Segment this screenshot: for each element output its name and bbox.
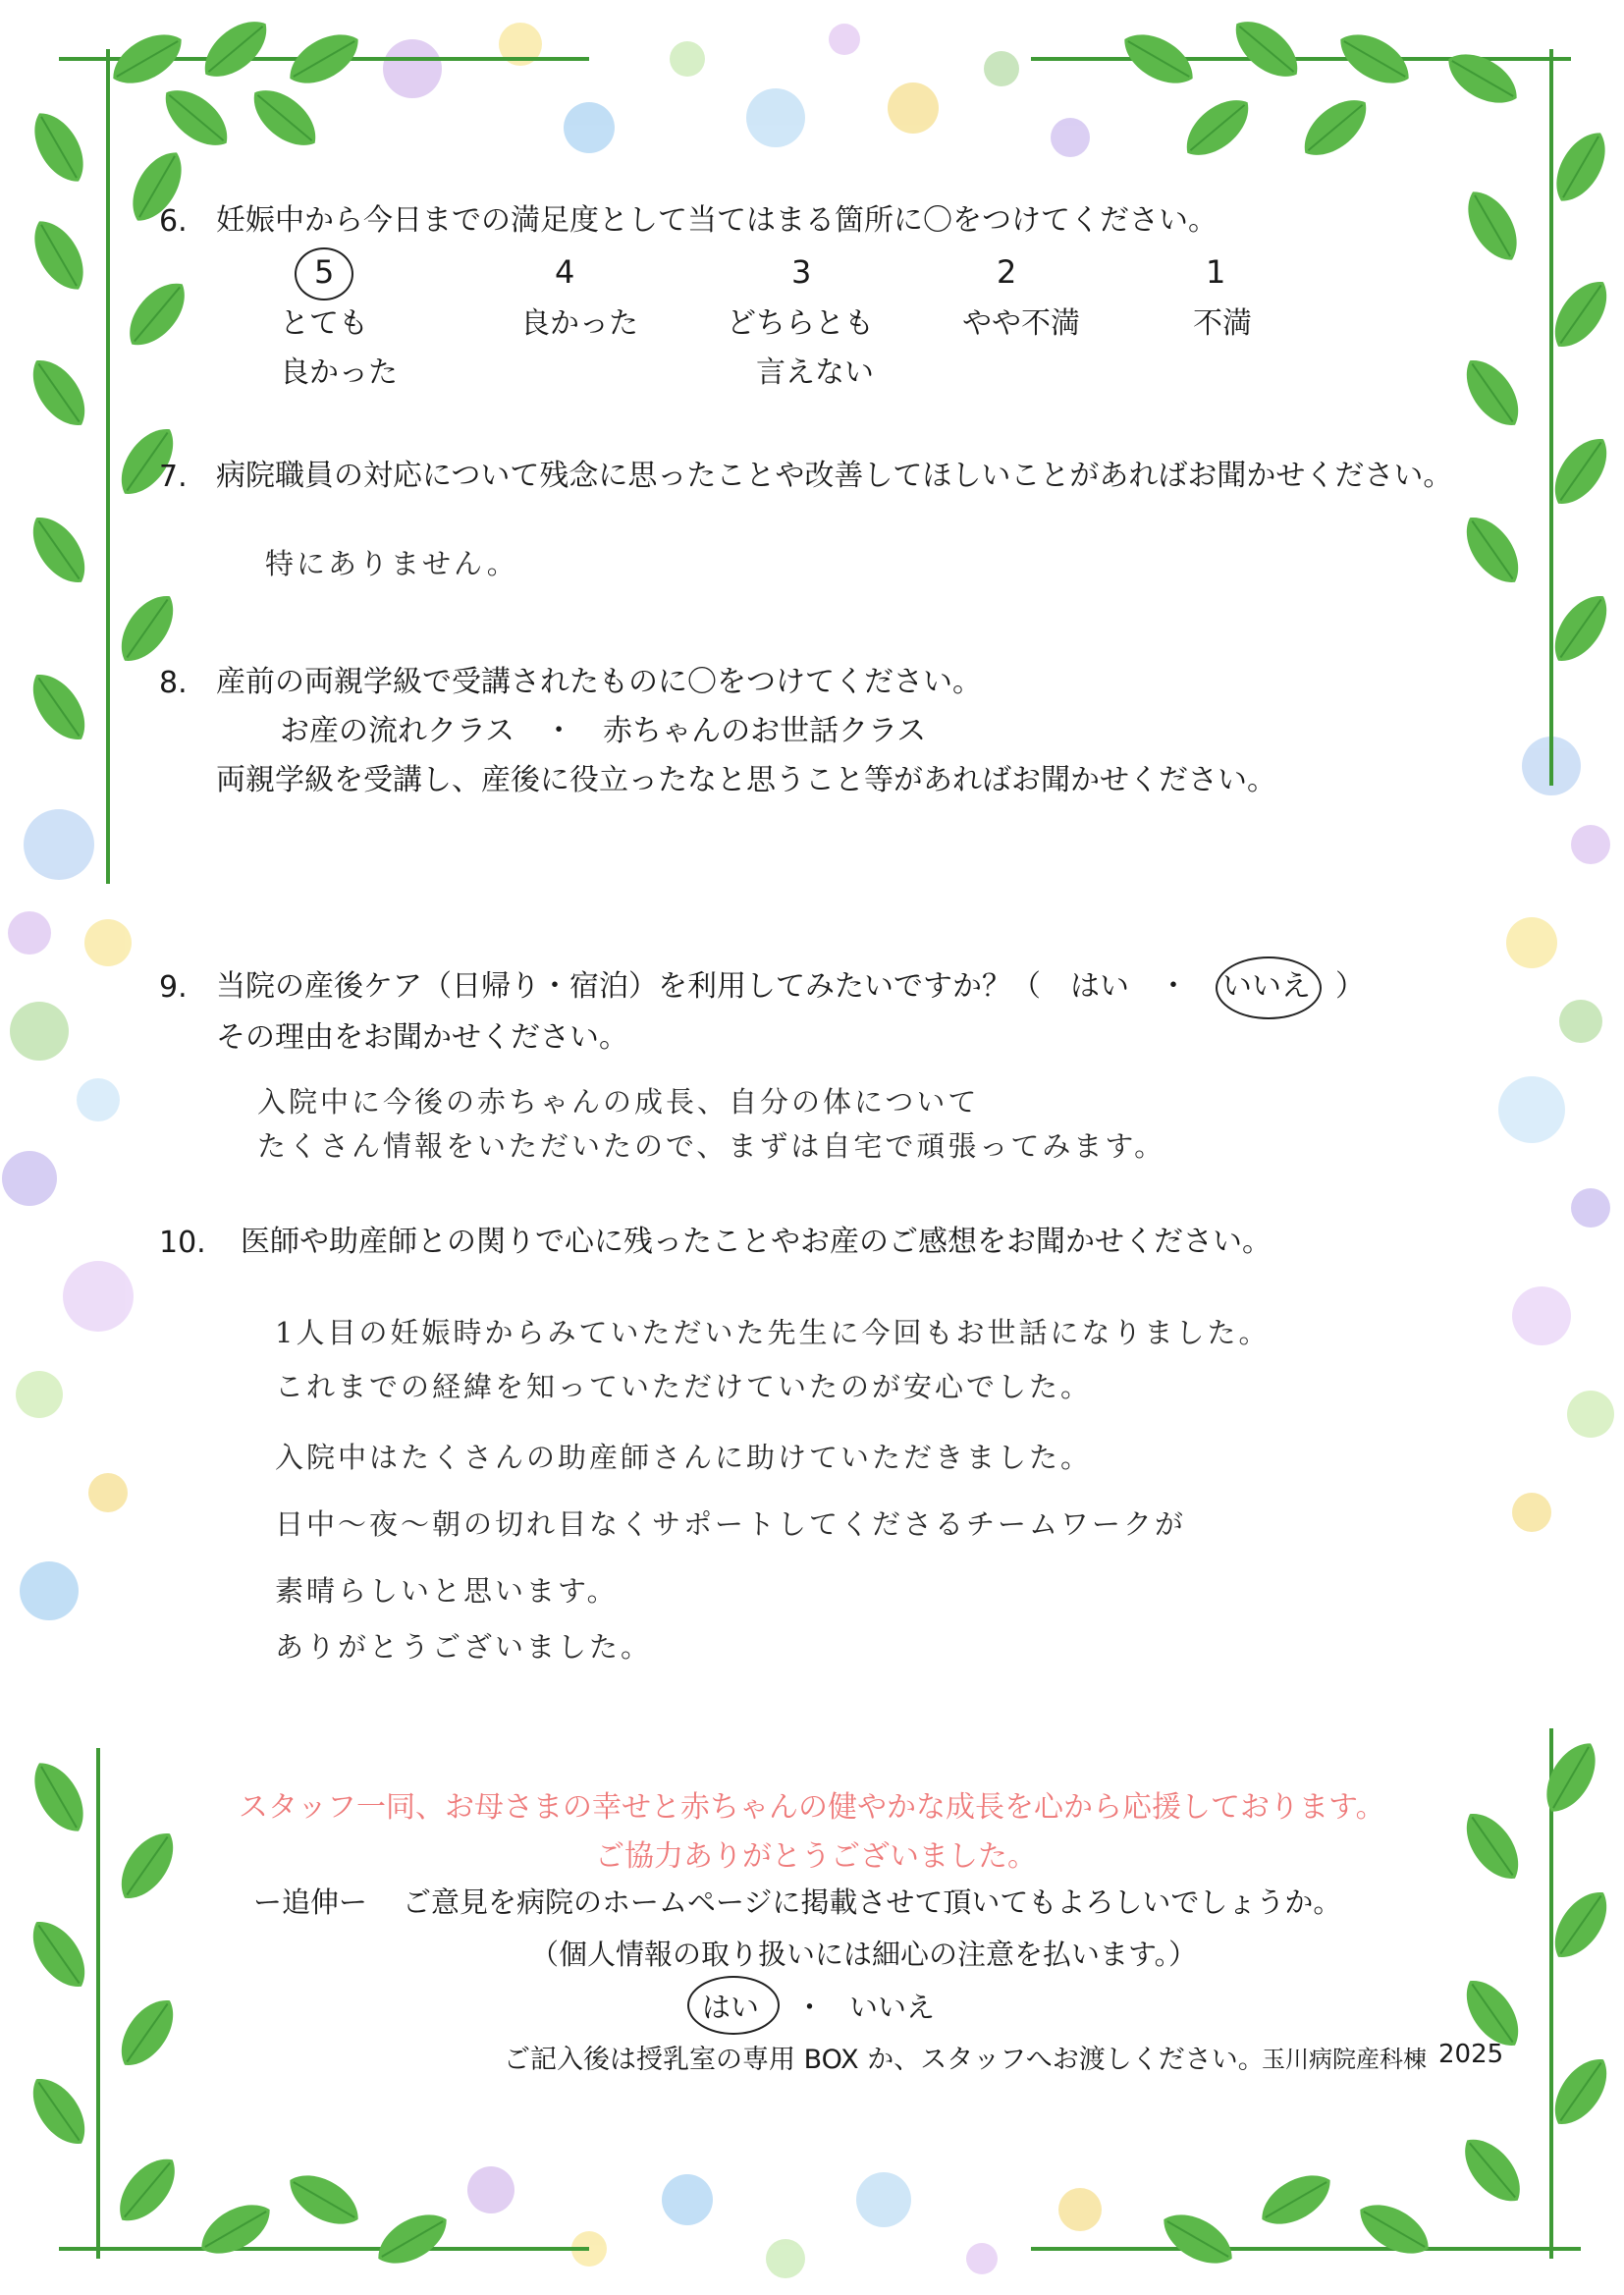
q8-options: お産の流れクラス ・ 赤ちゃんのお世話クラス [280,714,927,748]
q9-close-paren: ） [1335,969,1365,1004]
q10-answer-line4: 日中〜夜〜朝の切れ目なくサポートしてくださるチームワークが [275,1507,1187,1541]
q6-scale-5-label1: とても [280,306,368,341]
q6-scale-4-number: 4 [555,253,575,291]
q9-answer-line2: たくさん情報をいただいたので、まずは自宅で頑張ってみます。 [257,1129,1166,1163]
q10-answer-line6: ありがとうございました。 [275,1630,653,1664]
dots-top [383,23,1090,157]
footer-org: 玉川病院産科棟 [1262,2046,1427,2073]
q10-answer-line3: 入院中はたくさんの助産師さんに助けていただきました。 [275,1441,1093,1474]
q6-scale-5-label2: 良かった [280,355,398,390]
q6-scale-2-label: やや不満 [962,306,1080,341]
q6-scale-3-label1: どちらとも [727,306,874,341]
footer-year: 2025 [1438,2040,1504,2069]
q9-subquestion: その理由をお聞かせください。 [216,1020,628,1055]
postscript-no: いいえ [849,1991,936,2024]
q6-scale-2-number: 2 [997,253,1017,291]
dots-bottom [467,2166,1102,2278]
q8-number: 8. [159,666,188,700]
q9-selected-circle [1216,956,1322,1019]
q10-text: 医師や助産師との関りで心に残ったことやお産のご感想をお聞かせください。 [241,1225,1272,1259]
q6-scale-5-label [280,300,398,398]
q9-answer-line1: 入院中に今後の赤ちゃんの成長、自分の体について [257,1085,980,1119]
closing-thanks: ご協力ありがとうございました。 [595,1839,1037,1874]
q6-scale-3-label [727,300,874,398]
q6-selected-circle [295,247,353,301]
q7-number: 7. [159,460,188,494]
dots-right [1498,737,1614,1532]
q8-text: 産前の両親学級で受講されたものに〇をつけてください。 [216,665,982,699]
q6-number: 6. [159,204,188,239]
q6-scale-1-number: 1 [1206,253,1226,291]
postscript-label: ー追伸ー [253,1885,368,1919]
q10-answer-line5: 素晴らしいと思います。 [275,1574,619,1608]
q8-subquestion: 両親学級を受講し、産後に役立ったなと思うこと等があればお聞かせください。 [216,763,1276,797]
postscript-selected-circle [687,1976,780,2035]
closing-message: スタッフ一同、お母さまの幸せと赤ちゃんの健やかな成長を心から応援しております。 [239,1790,1385,1825]
postscript-separator: ・ [795,1991,825,2024]
q9-number: 9. [159,970,188,1005]
q6-scale-4-label: 良かった [520,306,638,341]
footer-instructions: ご記入後は授乳室の専用 BOX か、スタッフへお渡しください。 [504,2045,1265,2075]
q6-text: 妊娠中から今日までの満足度として当てはまる箇所に〇をつけてください。 [216,203,1218,238]
q10-answer-line1: 1人目の妊娠時からみていただいた先生に今回もお世話になりました。 [275,1316,1271,1349]
postscript-yes: はい [702,1991,760,2024]
q6-scale-3-number: 3 [791,253,812,291]
q10-answer-line2: これまでの経緯を知っていただけていたのが安心でした。 [275,1370,1093,1403]
q9-choice-no: いいえ [1222,969,1311,1004]
q9-text: 当院の産後ケア（日帰り・宿泊）を利用してみたいですか？（ はい ・ [216,969,1188,1004]
postscript-text: ご意見を病院のホームページに掲載させて頂いてもよろしいでしょうか。 [403,1885,1342,1919]
q6-scale-3-label2: 言えない [756,355,874,390]
q7-answer: 特にありません。 [265,547,518,580]
q6-scale-5-number: 5 [314,253,335,291]
dots-left [2,809,134,1620]
q6-scale-1-label: 不満 [1193,306,1252,341]
q7-text: 病院職員の対応について残念に思ったことや改善してほしいことがあればお聞かせください。 [216,459,1453,493]
q10-number: 10. [159,1226,206,1260]
postscript-note: （個人情報の取り扱いには細心の注意を払います。） [530,1938,1198,1971]
